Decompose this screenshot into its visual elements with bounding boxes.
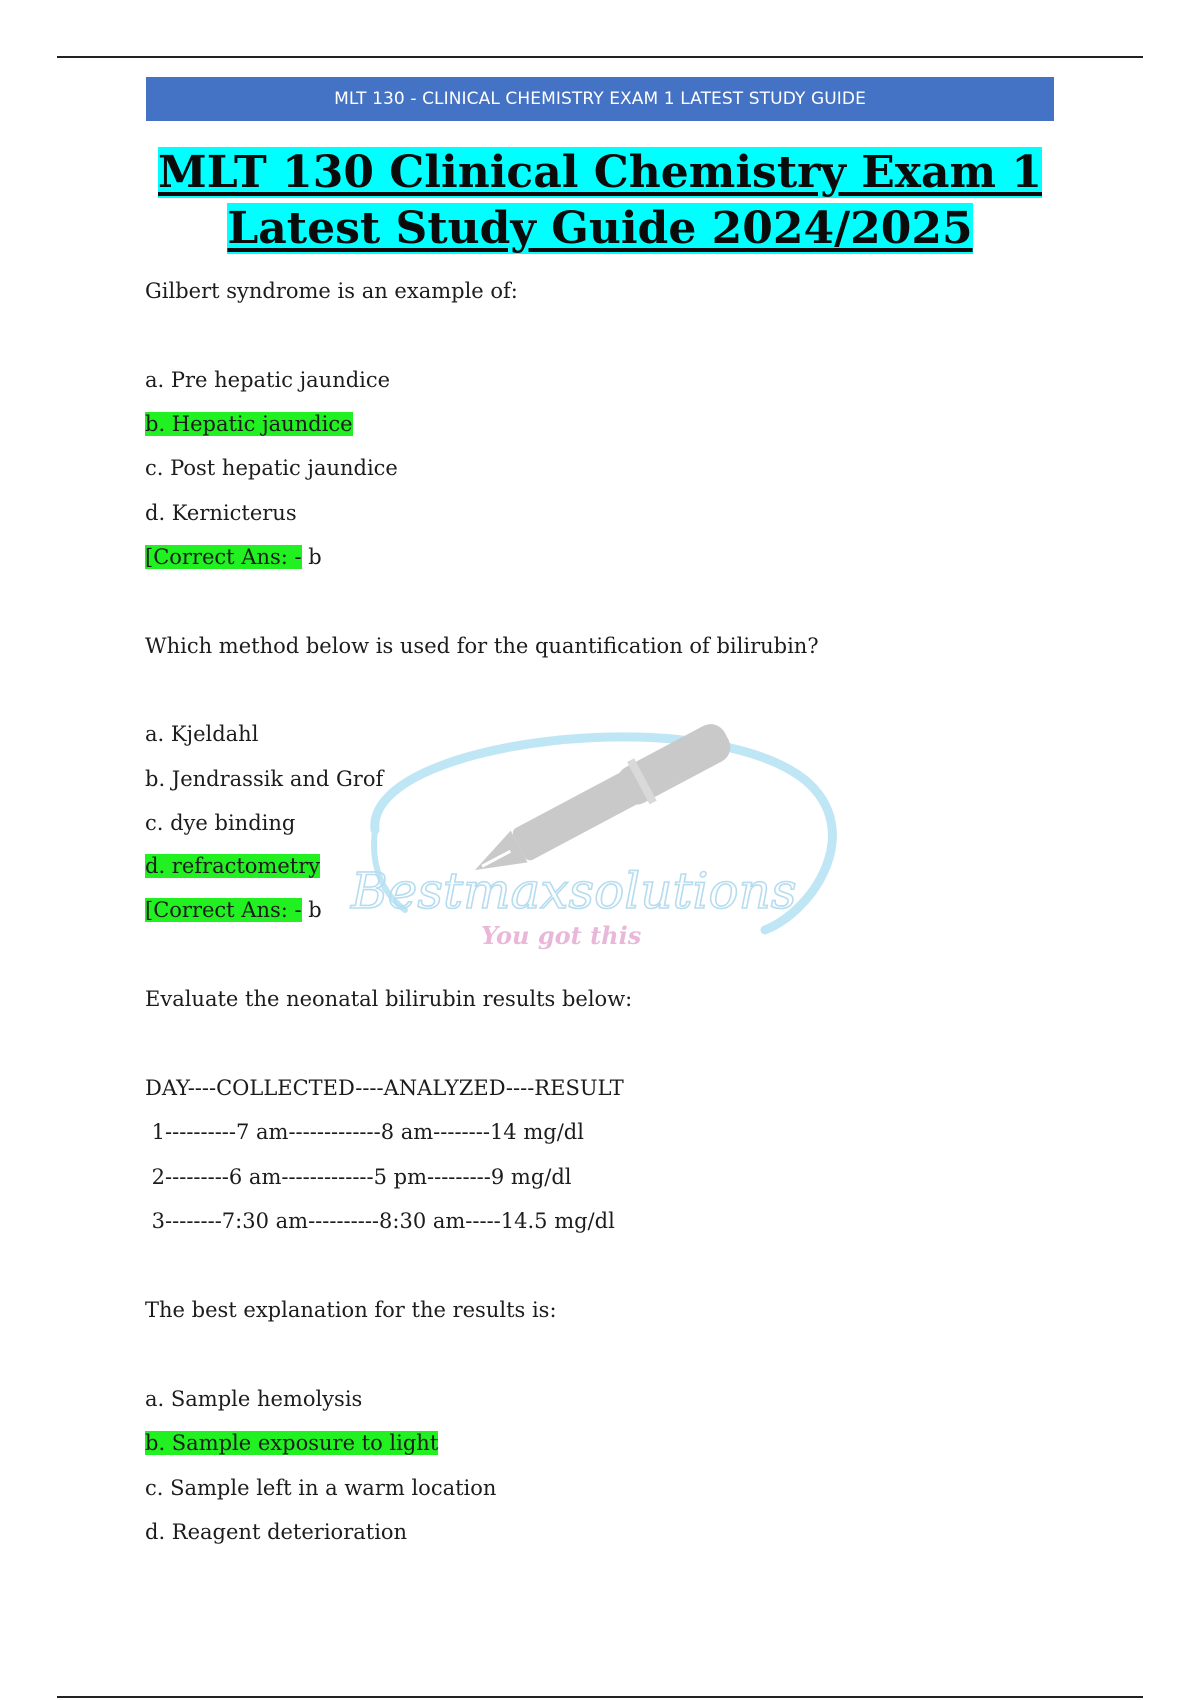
title-line-1: MLT 130 Clinical Chemistry Exam 1 bbox=[158, 147, 1042, 198]
watermark-tagline: You got this bbox=[481, 921, 642, 950]
top-rule bbox=[57, 56, 1143, 58]
q1-option-a: a. Pre hepatic jaundice bbox=[145, 368, 391, 392]
q3-option-d: d. Reagent deterioration bbox=[145, 1520, 408, 1544]
q1-option-b-highlight: b. Hepatic jaundice bbox=[145, 412, 353, 436]
question-3-text: Evaluate the neonatal bilirubin results below: bbox=[145, 987, 633, 1011]
bottom-rule bbox=[57, 1696, 1143, 1698]
q3-prompt: The best explanation for the results is: bbox=[145, 1298, 557, 1322]
q3-table-header: DAY----COLLECTED----ANALYZED----RESULT bbox=[145, 1076, 624, 1100]
q3-table-row-1: 1----------7 am-------------8 am--------14 mg/dl bbox=[145, 1120, 584, 1144]
title-line-2: Latest Study Guide 2024/2025 bbox=[227, 203, 973, 254]
q2-answer-value: b bbox=[301, 898, 322, 922]
q1-correct-answer bbox=[145, 542, 322, 572]
page-title bbox=[100, 145, 1100, 257]
q3-option-b bbox=[145, 1428, 438, 1458]
watermark-brand: Bestmaxsolutions bbox=[351, 862, 797, 920]
q2-correct-answer bbox=[145, 895, 322, 925]
question-1-text: Gilbert syndrome is an example of: bbox=[145, 279, 518, 303]
q3-table-row-3: 3--------7:30 am----------8:30 am-----14.5 mg/dl bbox=[145, 1209, 615, 1233]
q1-option-c: c. Post hepatic jaundice bbox=[145, 456, 398, 480]
watermark-logo bbox=[345, 720, 865, 990]
q2-option-d bbox=[145, 851, 320, 881]
q1-answer-value: b bbox=[301, 545, 322, 569]
q1-answer-label: [Correct Ans: - bbox=[145, 545, 302, 569]
q2-answer-label: [Correct Ans: - bbox=[145, 898, 302, 922]
q3-table-row-2: 2---------6 am-------------5 pm---------9 mg/dl bbox=[145, 1165, 572, 1189]
q2-option-b: b. Jendrassik and Grof bbox=[145, 767, 384, 791]
q2-option-a: a. Kjeldahl bbox=[145, 722, 259, 746]
q1-option-b bbox=[145, 409, 353, 439]
question-2-text: Which method below is used for the quantification of bilirubin? bbox=[145, 634, 819, 658]
q3-option-b-highlight: b. Sample exposure to light bbox=[145, 1431, 439, 1455]
q3-option-c: c. Sample left in a warm location bbox=[145, 1476, 497, 1500]
document-header: MLT 130 - CLINICAL CHEMISTRY EXAM 1 LATEST STUDY GUIDE bbox=[146, 77, 1054, 121]
q1-option-d: d. Kernicterus bbox=[145, 501, 297, 525]
q2-option-d-highlight: d. refractometry bbox=[145, 854, 321, 878]
q2-option-c: c. dye binding bbox=[145, 811, 296, 835]
q3-option-a: a. Sample hemolysis bbox=[145, 1387, 363, 1411]
